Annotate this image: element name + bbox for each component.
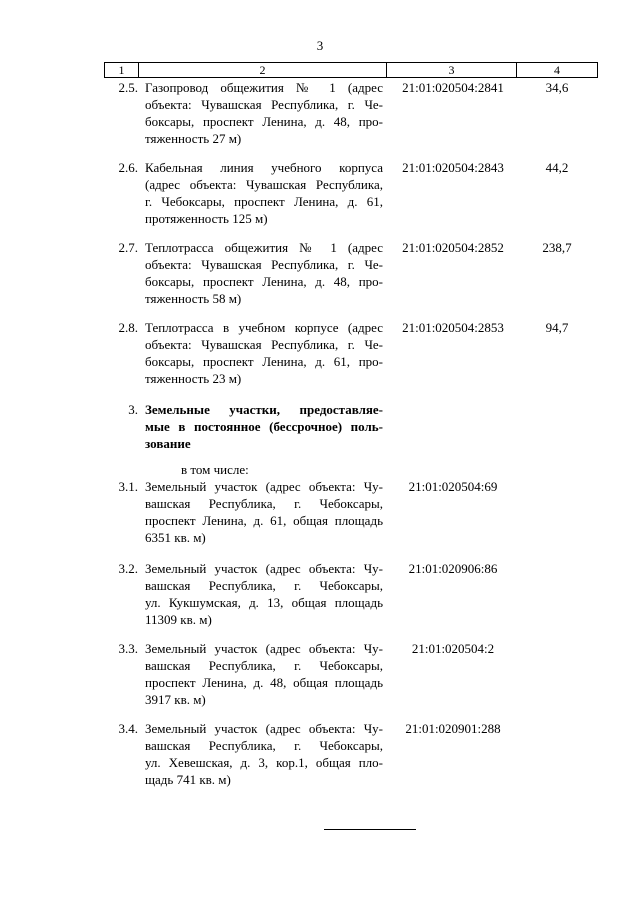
desc-line: (адрес объекта: Чувашская Республика, [145,177,383,192]
desc-line: объекта: Чувашская Республика, г. Че- [145,257,383,272]
row-number: 3.1. [118,479,138,494]
desc-line: 6351 кв. м) [145,530,206,545]
desc-line: вашская Республика, г. Чебоксары, [145,658,383,673]
row-description [145,159,383,227]
desc-line: Теплотрасса в учебном корпусе (адрес [145,320,383,335]
desc-line: зование [145,436,191,451]
row-description [145,319,383,387]
header-col-2: 2 [138,63,386,77]
row-value: 94,7 [545,320,569,335]
row-number: 3.3. [118,641,138,656]
cadastral-number: 21:01:020504:2853 [402,320,504,335]
end-divider [324,829,416,830]
desc-line: тяженность 58 м) [145,291,242,306]
desc-line: вашская Республика, г. Чебоксары, [145,578,383,593]
desc-line: Земельные участки, предоставляе- [145,402,383,417]
desc-line: боксары, проспект Ленина, д. 48, про- [145,274,383,289]
row-value: 238,7 [542,240,572,255]
desc-line: Теплотрасса общежития № 1 (адрес [145,240,383,255]
desc-line: мые в постоянное (бессрочное) поль- [145,419,383,434]
desc-line: Земельный участок (адрес объекта: Чу- [145,721,383,736]
desc-line: объекта: Чувашская Республика, г. Че- [145,337,383,352]
desc-line: щадь 741 кв. м) [145,772,231,787]
row-number: 3.4. [118,721,138,736]
desc-line: тяженность 27 м) [145,131,242,146]
desc-line: протяженность 125 м) [145,211,268,226]
desc-line: 11309 кв. м) [145,612,212,627]
desc-line: вашская Республика, г. Чебоксары, [145,496,383,511]
cadastral-number: 21:01:020504:2852 [402,240,504,255]
desc-line: вашская Республика, г. Чебоксары, [145,738,383,753]
desc-line: Газопровод общежития № 1 (адрес [145,80,383,95]
cadastral-number: 21:01:020504:2843 [402,160,504,175]
desc-line: ул. Кукшумская, д. 13, общая площадь [145,595,383,610]
desc-line: проспект Ленина, д. 61, общая площадь [145,513,383,528]
desc-line: ул. Хевешская, д. 3, кор.1, общая пло- [145,755,383,770]
header-col-1: 1 [104,63,138,77]
row-description [145,720,383,788]
subheading: в том числе: [181,462,249,477]
row-number: 2.7. [118,240,138,255]
row-number: 2.8. [118,320,138,335]
header-col-4: 4 [516,63,598,77]
row-description [145,478,383,546]
section-title [145,401,383,452]
row-description [145,640,383,708]
desc-line: Земельный участок (адрес объекта: Чу- [145,479,383,494]
row-description [145,239,383,307]
desc-line: боксары, проспект Ленина, д. 48, про- [145,114,383,129]
desc-line: Земельный участок (адрес объекта: Чу- [145,641,383,656]
row-number: 2.6. [118,160,138,175]
desc-line: Кабельная линия учебного корпуса [145,160,383,175]
table-header [104,62,598,78]
row-description [145,79,383,147]
row-description [145,560,383,628]
cadastral-number: 21:01:020906:86 [408,561,498,576]
desc-line: Земельный участок (адрес объекта: Чу- [145,561,383,576]
desc-line: проспект Ленина, д. 48, общая площадь [145,675,383,690]
cadastral-number: 21:01:020504:69 [408,479,498,494]
page-number: 3 [316,38,324,53]
desc-line: боксары, проспект Ленина, д. 61, про- [145,354,383,369]
cadastral-number: 21:01:020901:288 [405,721,501,736]
desc-line: объекта: Чувашская Республика, г. Че- [145,97,383,112]
cadastral-number: 21:01:020504:2841 [402,80,504,95]
desc-line: 3917 кв. м) [145,692,206,707]
desc-line: г. Чебоксары, проспект Ленина, д. 61, [145,194,383,209]
desc-line: тяженность 23 м) [145,371,242,386]
row-number: 2.5. [118,80,138,95]
row-number: 3.2. [118,561,138,576]
row-number: 3. [128,402,138,417]
cadastral-number: 21:01:020504:2 [411,641,495,656]
header-col-3: 3 [386,63,516,77]
row-value: 44,2 [545,160,569,175]
row-value: 34,6 [545,80,569,95]
